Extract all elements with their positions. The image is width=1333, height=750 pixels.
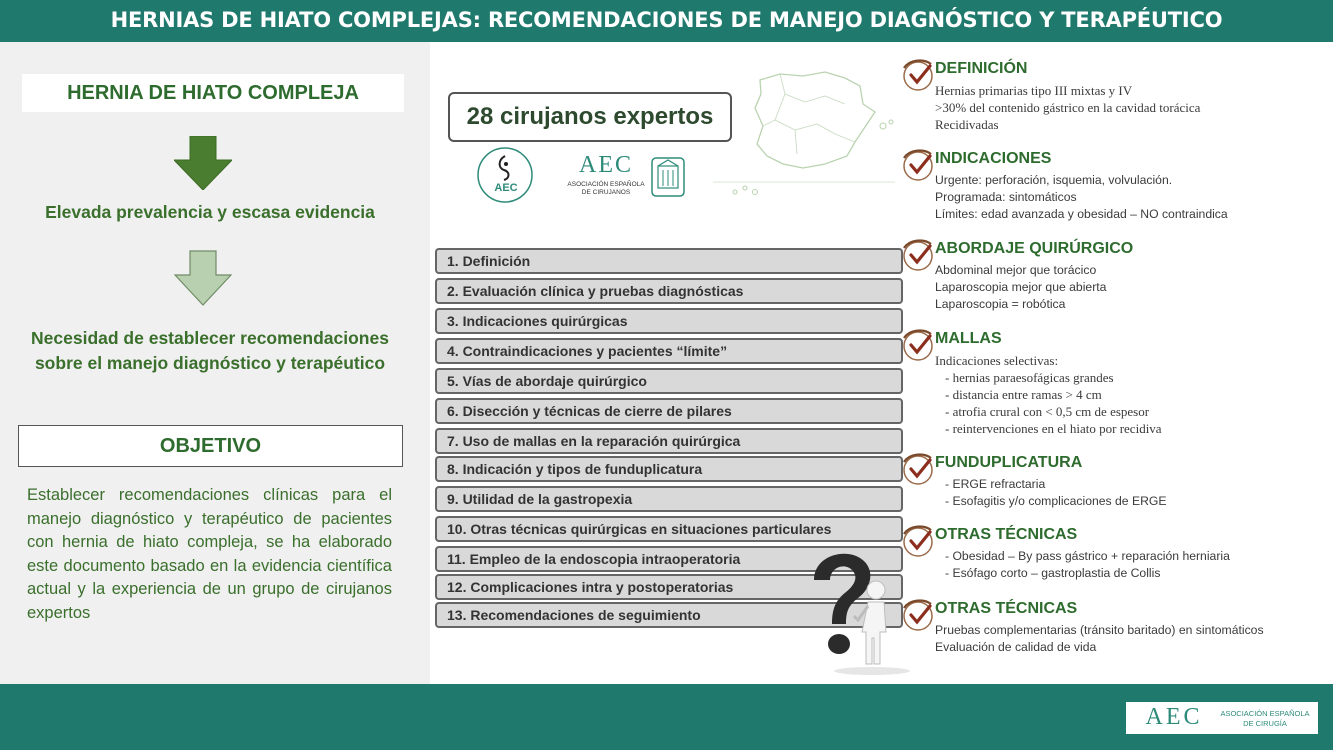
section-title: FUNDUPLICATURA [935, 454, 1083, 471]
right-panel [915, 42, 1333, 684]
check-icon [901, 58, 937, 92]
topic-item: 9. Utilidad de la gastropexia [435, 486, 903, 512]
section-title: DEFINICIÓN [935, 60, 1028, 77]
section-line: - Esofagitis y/o complicaciones de ERGE [945, 494, 1167, 508]
arrow-down-light-icon [174, 250, 232, 306]
section-line: Laparoscopia mejor que abierta [935, 280, 1107, 294]
center-panel [430, 42, 915, 684]
topic-item: 3. Indicaciones quirúrgicas [435, 308, 903, 334]
check-icon [901, 598, 937, 632]
section-lines [935, 622, 1264, 656]
topic-item: 4. Contraindicaciones y pacientes “límite” [435, 338, 903, 364]
question-mark-figure-icon [802, 546, 912, 676]
arrow-down-icon [174, 136, 232, 190]
section-lines [935, 172, 1228, 223]
aec-logo-text: AEC [579, 152, 633, 178]
section-title: MALLAS [935, 330, 1002, 347]
section-line: >30% del contenido gástrico en la cavidad torácica [935, 100, 1201, 115]
section-line: - atrofia crural con < 0,5 cm de espesor [945, 404, 1150, 419]
topic-item: 11. Empleo de la endoscopia intraoperatoria [435, 546, 903, 572]
check-icon [901, 238, 937, 272]
topic-item: 6. Disección y técnicas de cierre de pilares [435, 398, 903, 424]
section-line: Laparoscopia = robótica [935, 297, 1066, 311]
check-icon [901, 148, 937, 182]
prevalence-text: Elevada prevalencia y escasa evidencia [45, 202, 375, 222]
aec-logo-sub1: ASOCIACIÓN ESPAÑOLA [567, 181, 645, 188]
aec-logo-sub2: DE CIRUJANOS [581, 189, 631, 196]
topic-item: 7. Uso de mallas en la reparación quirúrgica [435, 428, 903, 454]
experts-box: 28 cirujanos expertos [448, 92, 732, 142]
footer-logo-sub2: DE CIRUGÍA [1243, 719, 1287, 728]
section-line: Evaluación de calidad de vida [935, 640, 1097, 654]
topic-item: 1. Definición [435, 248, 903, 274]
section-line: - Esófago corto – gastroplastia de Collis [945, 566, 1161, 580]
check-icon [901, 328, 937, 362]
footer-logo-sub1: ASOCIACIÓN ESPAÑOLA [1220, 709, 1310, 718]
section-lines [935, 82, 1200, 133]
section-line: - reintervenciones en el hiato por recidiva [945, 421, 1162, 436]
need-text [0, 326, 420, 376]
topic-item: 12. Complicaciones intra y postoperatorias [435, 574, 903, 600]
section-line: - ERGE refractaria [945, 477, 1046, 491]
spain-map-icon [705, 64, 915, 204]
need-text-line1: Necesidad de establecer recomendaciones [31, 328, 389, 348]
section-title: OTRAS TÉCNICAS [935, 526, 1078, 543]
section-lines [935, 476, 1167, 510]
topic-item: 10. Otras técnicas quirúrgicas en situaciones particulares [435, 516, 903, 542]
section-line: Pruebas complementarias (tránsito baritado) en sintomáticos [935, 623, 1264, 637]
aec-circle-logo [476, 146, 534, 204]
topic-item: 2. Evaluación clínica y pruebas diagnósticas [435, 278, 903, 304]
section-lines [935, 352, 1162, 437]
hernia-box-title: HERNIA DE HIATO COMPLEJA [22, 74, 404, 112]
topic-item: 13. Recomendaciones de seguimiento [435, 602, 903, 628]
topic-item: 8. Indicación y tipos de funduplicatura [435, 456, 903, 482]
footer-logo-text: AEC [1145, 704, 1203, 730]
section-line: Recidivadas [935, 117, 999, 132]
section-lines [935, 262, 1106, 313]
section-line: Programada: sintomáticos [935, 190, 1077, 204]
section-lines [935, 548, 1230, 582]
logo1-text: AEC [494, 182, 518, 194]
section-line: - hernias paraesofágicas grandes [945, 370, 1114, 385]
section-line: Urgente: perforación, isquemia, volvulación. [935, 173, 1173, 187]
section-title: ABORDAJE QUIRÚRGICO [935, 240, 1134, 257]
page-title: HERNIAS DE HIATO COMPLEJAS: RECOMENDACIONES DE MANEJO DIAGNÓSTICO Y TERAPÉUTICO [0, 0, 1333, 42]
check-icon [901, 452, 937, 486]
section-line: - Obesidad – By pass gástrico + reparación herniaria [945, 549, 1230, 563]
section-title: INDICACIONES [935, 150, 1052, 167]
objective-text: Establecer recomendaciones clínicas para el manejo diagnóstico y terapéutico de pacientes con hernia de hiato compleja, se ha elaborado este documento basado en la evidencia científica actual y la experiencia de un grupo de cirujanos expertos [27, 486, 392, 622]
check-icon [901, 524, 937, 558]
section-line: - distancia entre ramas > 4 cm [945, 387, 1102, 402]
need-text-line2: sobre el manejo diagnóstico y terapéutico [34, 353, 386, 373]
emblem-logo [650, 156, 686, 198]
section-title: OTRAS TÉCNICAS [935, 600, 1078, 617]
section-line: Indicaciones selectivas: [935, 353, 1059, 368]
topic-item: 5. Vías de abordaje quirúrgico [435, 368, 903, 394]
footer-logo [1126, 702, 1318, 734]
section-line: Hernias primarias tipo III mixtas y IV [935, 83, 1133, 98]
left-panel [0, 42, 430, 684]
section-line: Límites: edad avanzada y obesidad – NO contraindica [935, 207, 1228, 221]
objective-title: OBJETIVO [18, 425, 403, 467]
section-line: Abdominal mejor que torácico [935, 263, 1097, 277]
